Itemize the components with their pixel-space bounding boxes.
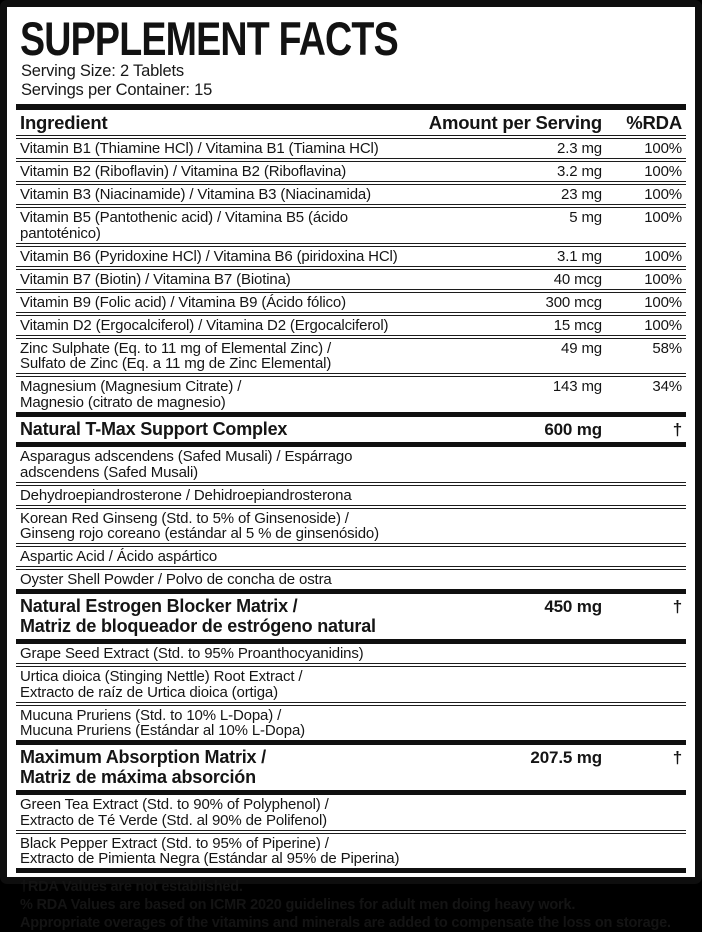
rda-value: 100% [644,247,682,265]
ingredient-name-line: Mucuna Pruriens (Std. to 10% L-Dopa) / [20,706,282,724]
ingredient-name-line: Dehydroepiandrosterone / Dehidroepiandrosterona [20,486,352,504]
column-header-rda: %RDA [626,112,682,133]
amount-value: 15 mcg [553,316,602,334]
ingredient-name-line: Urtica dioica (Stinging Nettle) Root Extract / [20,668,303,685]
amount-value: 3.1 mg [557,247,602,265]
rda-value: 100% [644,293,682,311]
ingredient-name-line: Vitamin B9 (Folic acid) / Vitamina B9 (Ácido fólico) [20,293,346,311]
amount-value: 2.3 mg [557,140,602,157]
table-row [16,663,686,702]
ingredient-name [20,210,430,241]
table-row [16,644,686,663]
amount-value: 3.2 mg [557,163,602,180]
ingredient-name-line: Vitamin B7 (Biotin) / Vitamina B7 (Biotina) [20,270,291,288]
table-row [16,266,686,289]
amount-value: 143 mg [552,378,602,395]
ingredient-name [20,708,430,739]
rda-value: 100% [644,316,682,334]
ingredient-name-line: Magnesium (Magnesium Citrate) / [20,378,242,395]
table-row [16,447,686,482]
ingredient-name-line: Vitamin B2 (Riboflavin) / Vitamina B2 (Riboflavina) [20,163,347,180]
amount-value: 49 mg [561,339,602,357]
amount-value: 450 mg [544,597,602,616]
column-header-ingredient: Ingredient [20,112,108,133]
ingredient-name-line: Vitamin B3 (Niacinamide) / Vitamina B3 (Niacinamida) [20,186,371,203]
ingredient-name-line: Magnesio (citrato de magnesio) [20,393,226,411]
ingredient-name [20,669,430,700]
amount-value: 207.5 mg [530,748,602,767]
column-header-amount: Amount per Serving [428,112,602,133]
table-row [16,181,686,204]
ingredient-name [20,164,430,180]
table-row [16,566,686,589]
table-row [16,505,686,544]
ingredient-name [20,449,430,480]
rda-value: 100% [644,140,682,157]
table-row [16,289,686,312]
ingredient-name-line: Matriz de bloqueador de estrógeno natural [20,615,376,636]
rda-value: 100% [644,186,682,203]
ingredient-name [20,488,430,504]
table-row [16,158,686,181]
ingredient-name-line: Vitamin B1 (Thiamine HCl) / Vitamina B1 (Tiamina HCl) [20,140,379,157]
ingredient-name [20,249,430,265]
rda-value: 100% [644,209,682,226]
footnote-icmr-guidelines: % RDA Values are based on ICMR 2020 guidelines for adult men doing heavy work. [20,897,576,913]
ingredient-name [20,272,430,288]
table-row [16,482,686,505]
ingredient-name-line: Grape Seed Extract (Std. to 95% Proanthocyanidins) [20,645,364,662]
table-row [16,335,686,374]
ingredient-name [20,420,430,440]
ingredient-name-line: Matriz de máxima absorción [20,766,256,787]
page-title: SUPPLEMENT FACTS [20,12,398,65]
ingredient-name [20,187,430,203]
ingredient-name [20,511,430,542]
servings-per-container: Servings per Container: 15 [21,81,213,99]
ingredient-name-line: Asparagus adscendens (Safed Musali) / Espárrago adscendens (Safed Musali) [20,448,353,481]
table-row [16,795,686,830]
ingredient-name-line: Zinc Sulphate (Eq. to 11 mg of Elemental Zinc) / [20,339,332,357]
ingredient-name [20,836,430,867]
rda-value: 34% [652,378,682,395]
amount-value: 600 mg [544,419,602,439]
ingredient-name-line: Sulfato de Zinc (Eq. a 11 mg de Zinc Elemental) [20,355,332,372]
ingredient-name [20,379,430,410]
table-row [16,243,686,266]
footnotes [16,873,686,932]
ingredient-name-line: Extracto de Pimienta Negra (Estándar al 95% de Piperina) [20,850,400,867]
table-row [16,830,686,869]
ingredient-name-line: Black Pepper Extract (Std. to 95% of Piperine) / [20,834,329,852]
ingredient-name [20,318,430,334]
table-row [16,373,686,412]
table-row [16,312,686,335]
ingredient-name-line: Vitamin D2 (Ergocalciferol) / Vitamina D2 (Ergocalciferol) [20,316,389,334]
ingredient-name-line: Aspartic Acid / Ácido aspártico [20,548,218,565]
ingredient-name [20,141,430,157]
ingredient-name [20,597,430,636]
ingredient-name-line: Ginseng rojo coreano (estándar al 5 % de ginsenósido) [20,525,379,542]
ingredient-name-line: Natural Estrogen Blocker Matrix / [20,596,298,616]
table-row [16,204,686,243]
section-row [16,589,686,644]
ingredient-name [20,549,430,565]
table-body [16,139,686,868]
ingredient-name-line: Natural T-Max Support Complex [20,418,288,439]
serving-size: Serving Size: 2 Tablets [21,62,184,80]
ingredient-name-line: Oyster Shell Powder / Polvo de concha de ostra [20,571,332,588]
ingredient-name-line: Extracto de raíz de Urtica dioica (ortiga) [20,683,278,701]
ingredient-name [20,572,430,588]
amount-value: 300 mcg [545,293,602,311]
ingredient-name [20,341,430,372]
amount-value: 40 mcg [553,270,602,288]
rda-value: † [672,597,682,616]
ingredient-name-line: Vitamin B5 (Pantothenic acid) / Vitamina B5 (ácido pantoténico) [20,209,348,242]
amount-value: 23 mg [561,186,602,203]
ingredient-name-line: Green Tea Extract (Std. to 90% of Polyphenol) / [20,796,329,813]
footnote-overages: Appropriate overages of the vitamins and minerals are added to compensate the loss on storage. [20,915,671,931]
ingredient-name-line: Korean Red Ginseng (Std. to 5% of Ginsenoside) / [20,509,349,527]
ingredient-name [20,646,430,662]
table-row [16,139,686,158]
footnote-rda-not-established: †RDA Values are not established. [20,879,243,895]
rda-value: 100% [644,163,682,180]
section-row [16,740,686,795]
ingredient-name-line: Extracto de Té Verde (Std. al 90% de Polifenol) [20,811,328,829]
table-row [16,543,686,566]
ingredient-name [20,748,430,787]
ingredient-name-line: Mucuna Pruriens (Estándar al 10% L-Dopa) [20,722,305,739]
rda-value: † [672,419,682,439]
table-header [16,110,686,139]
rda-value: 100% [644,270,682,288]
ingredient-name-line: Vitamin B6 (Pyridoxine HCl) / Vitamina B6 (piridoxina HCl) [20,247,398,265]
rda-value: † [672,748,682,767]
section-row [16,412,686,448]
table-row [16,702,686,741]
ingredient-name [20,295,430,311]
amount-value: 5 mg [569,209,602,226]
rda-value: 58% [652,339,682,357]
ingredient-name [20,797,430,828]
ingredient-name-line: Maximum Absorption Matrix / [20,747,266,767]
